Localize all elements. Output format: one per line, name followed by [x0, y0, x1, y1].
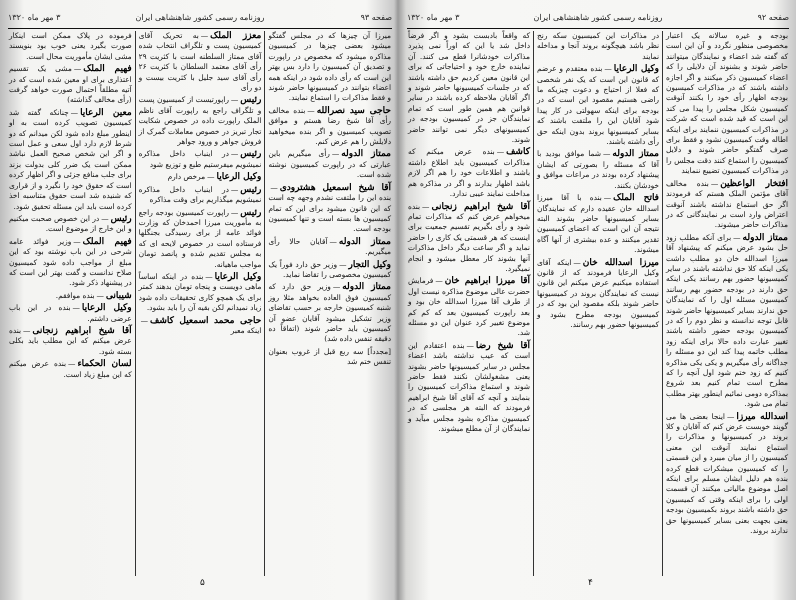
speaker-name: ممتاز الدوله: [342, 282, 391, 293]
speech-entry: [408, 341, 530, 435]
page-93: [4, 0, 396, 600]
dash-separator: —: [604, 64, 612, 74]
dash-separator: —: [331, 149, 340, 159]
speech-text: بنده موافقم.: [55, 290, 95, 300]
speech-text: در مذاکرات این کمیسیون سکه رنج نظر باشد هیچگونه بروند آنجا و مداخله نمایند: [537, 31, 659, 61]
speech-text: رأی میگیریم باین عبارتی که در راپورت کمیسیون نوشته شده است.: [268, 149, 391, 180]
speech-text: بنده با آقا میرزا اسدالله خان عقیده دارم که نمایندگان بسایر کمیسیونها حاضر بشوند البته نتیجه آن این است که اعضای کمیسیون تقدیر میکنند و عده بیشتری از آنها آگاه میشوند.: [537, 193, 659, 255]
speech-entry: [139, 316, 262, 337]
dash-separator: —: [72, 303, 80, 313]
speech-text: راپورت کمیسیون بودجه راجع به مأموریت میرزا احمدخان که وزارت فوائد عامه از برای رسیدگی بجنگلها فرستاده است در خصوص لایحه ای که به مجلس تقدیم شده و پانصد تومان مواجب ماهیانه.: [138, 207, 262, 269]
dash-separator: —: [101, 213, 109, 223]
dash-separator: —: [329, 236, 337, 246]
speech-entry: [268, 149, 391, 180]
dash-separator: —: [603, 149, 611, 159]
speech-text: به تحریک آقای کمیسیون پست و تلگراف انتخاب شده آقای ممتاز السلطنه است با کثریت ۲۹ رأی آقای معتمد السلطان با کثریت ۲۶ رأی آقای سید جلیل با کثریت بیست و دو رأی: [138, 31, 262, 93]
speaker-name: ممتاز الدوله: [612, 149, 659, 160]
dash-separator: —: [230, 207, 239, 217]
speech-entry: [9, 291, 132, 301]
dash-separator: —: [73, 236, 81, 246]
speech-entry: [139, 185, 262, 206]
speech-entry: [9, 237, 132, 289]
speaker-name: وکیل الرعایا: [216, 172, 262, 183]
dash-separator: —: [96, 290, 104, 300]
dash-separator: —: [422, 201, 430, 211]
speech-entry: [537, 31, 659, 62]
speech-text: بنده در اینکه اساساً ماهی دویست و پنجاه تومان بدهند کمتر برای یک همچو کاری تحقیقات داده شود زیاد نمیدانم لکن بقیه آن را باید بشود.: [138, 271, 262, 313]
text-column: [662, 31, 791, 576]
speaker-name: ممتاز الدوله: [338, 236, 392, 247]
dash-separator: —: [603, 193, 612, 203]
speech-entry: [537, 193, 659, 255]
page-92: [403, 0, 793, 600]
dash-separator: —: [230, 95, 239, 105]
speaker-name: شیبانی: [105, 290, 132, 301]
speech-text: بنده در این باب عرضی داشتم.: [8, 303, 132, 323]
speech-entry: [268, 31, 391, 104]
speaker-name: ممتاز الدوله: [341, 149, 392, 160]
speaker-name: حاجی محمد اسمعیل کاشف: [150, 315, 262, 326]
speech-text: اینجا بعضی ها می گویند خوبست عرض کنم که آقایان و کلا بروند در کمیسیونها و مذاکرات را استماع نمایند آنوقت این معنی کمیسیون را از میان میبرد و این قسمتی را که کمیسیون میشکرات قطع کرده بنده هم دلیل ایشان مسلم برای اینکه اصل موضوع مالیاتی میکنند آن قسمت اولی را برای اینکه وقتی که کمیسیون حق داشته باشند بروند بکمیسیون بودجه بعنی بجهت بعنی بسایر کمیسیونها حق ندارند بروند.: [666, 411, 788, 536]
dash-separator: —: [230, 184, 239, 194]
dash-separator: —: [466, 340, 474, 350]
speech-text: اینکه آقای وکیل الرعایا فرمودند که از قانون استفاده میکنیم عرض میکنم این قانون نیست که نمایندگان بروند در کمیسیونها حاضر شوند بلکه مقصود این بود که در کمیسیون بودجه مطرح بشود و کمیسیونها حضور بهم رسانند.: [537, 257, 659, 329]
header-rule: [407, 28, 789, 29]
speaker-name: آقا میرزا ابراهیم خان: [444, 276, 530, 287]
speaker-name: اسدالله میرزا: [736, 411, 788, 422]
speaker-name: آقا شیخ ابراهیم زنجانی: [32, 325, 132, 336]
speech-text: بنده میخواهم عرض کنم که مذاکرات تمام شود و رأی بگیریم تقسیم جمعیت برای اینست که هر قسمتی یک کاری را حاضر نماید و اگر ساعت دیگر داخل مذاکرات آنها بشوند کار معطل میشود و انجام نمیگیرد.: [408, 201, 530, 273]
speaker-name: آقا شیخ اسمعیل هشترودی: [279, 182, 391, 193]
text-column: [6, 31, 135, 576]
columns: [405, 31, 791, 576]
page-footer-mark: ۵: [200, 578, 205, 588]
header-rule: [8, 28, 392, 29]
speaker-name: کاشف: [506, 147, 530, 158]
speech-text: در اینباب داخل مذاکره نمیشویم میفرستیم طبع و توزیع شود: [138, 149, 262, 169]
speech-entry: [537, 64, 659, 147]
columns: [6, 31, 394, 576]
speech-text: بنده مخالف آقای مؤتمن الملک هستم که فرمودند اگر حق استماع نداشته باشند آنوقت اعتراض وارد است بر نمایندگانی که در مذاکرات حاضر میشوند.: [666, 178, 788, 230]
speech-entry: [268, 347, 391, 368]
speech-text: در اینباب داخل مذاکره نمیشویم میگذاریم برای وقت مذاکره: [138, 184, 262, 205]
dash-separator: —: [23, 325, 31, 335]
speech-entry: [9, 31, 132, 62]
speech-text: شما موافق بودید با آقا که مسئله را بصورتی که ایشان پیشنهاد کرده بودند در مراعات موافق و خودشان بکنند.: [537, 149, 659, 190]
dash-separator: —: [307, 105, 315, 115]
speech-entry: [139, 172, 262, 182]
speech-entry: [408, 276, 530, 338]
speech-text: برای آنکه مطلب زود حل بشود عرض میکنم که پیشنهاد آقا میرزا اسدالله خان دو مطلب داشت یکی اینکه کلا حق نداشته باشند در سایر کمیسیونها حضور بهم رسانند یکی اینکه حق دارند در بودجه حضور بهم رسانند کمیسیون مسئله اول را که نمایندگان حق ندارند بسایر کمیسیونها حاضر شوند قابل توجه ندانسته و نظر دوم را که در کمیسیون بودجه حضور داشته باشند تغییر عبارت داده حالا برای اینکه زود مطلب خاتمه پیدا کند این دو مسئله را جداگانه رأی میگیریم و یکی یکی مذاکره کنیم که زود ختم شود اول آنچه را که مطرح است تمام کنیم بعد شروع بمذاکره دومی نمائیم اینطور بهتر مطلب تمام می شود.: [666, 232, 788, 409]
speech-text: که واقعاً بادبست بشود و اگر فرضاً داخل شد یا این که اوراً نمی پذیرد مذاکرات خودشانرا قطع می کنند. آن نماینده خارج خود و احتیاجاتی که برای این قانون معین کردیم حق داشته باشند که در جلسات کمیسیونها حاضر شوند و اگر آقایان ملاحظه کرده باشند در سایر قوانین هم همین طور است که تمام نمایندگان جز در کمیسیون بودجه در کمیسیونهای دیگر نمی توانند حاضر شوند.: [408, 31, 530, 145]
dash-separator: —: [710, 178, 719, 188]
speech-text: وزیر حق دارد فوراً یک کمیسیون مخصوصی را تقاضا نماید.: [268, 259, 391, 279]
text-column: [405, 31, 533, 576]
speech-text: اینکه معبر: [230, 325, 262, 335]
speech-entry: [537, 149, 659, 191]
issue-date: ۳ مهر ماه ۱۳۲۰: [407, 13, 460, 22]
speech-entry: [666, 179, 788, 231]
speech-entry: [666, 233, 788, 410]
dash-separator: —: [496, 147, 505, 157]
speech-entry: [9, 214, 132, 235]
speech-entry: [666, 31, 788, 177]
speech-text: راپورتیست از کمیسیون پست و تلگراف راجع به راپورت آقای ناظم الملک راپورت داده در خصوص شکایت تجار تبریز در خصوص معاملات گمرک از فروش جواهر و ورود جواهر: [138, 95, 262, 147]
text-column: [264, 31, 394, 576]
speech-entry: [9, 359, 132, 380]
speech-text: بنده عرض میکنم که این مبلغ زیاد است.: [8, 359, 132, 379]
speaker-name: ممتاز الدوله: [742, 232, 788, 243]
speaker-name: آقا شیخ ابراهیم زنجانی: [431, 201, 530, 212]
speech-entry: [268, 237, 391, 258]
speaker-name: فهیم الملک: [83, 64, 132, 75]
speaker-name: رئیس: [240, 95, 262, 106]
speech-text: بنده عرض میکنم که مذاکرات کمیسیون باید اطلاع داشته باشند و اطلاعات خود را هم اگر لازم باشد اظهار بدارند و اگر در مذاکره هم مداخلت نمایند عیبی ندارد.: [408, 147, 530, 199]
speaker-name: لسان الحکماء: [77, 359, 132, 370]
dash-separator: —: [73, 64, 82, 74]
speech-entry: [268, 106, 391, 148]
speaker-name: وکیل الرعایا: [214, 271, 262, 282]
speech-text: در این خصوص صحبت میکنیم و این خارج از موضوع است.: [8, 213, 132, 234]
dash-separator: —: [726, 411, 735, 421]
dash-separator: —: [205, 271, 213, 281]
dash-separator: —: [68, 359, 76, 369]
speech-text: بنده مخالف رأی آقا شیخ رضا هستم و موافق تصویب کمیسیون و اگر بنده میخواهید دلایلش را هم عرض کنم.: [268, 105, 391, 147]
speech-text: فرمایش حضرت عالی موضوع مذاکره نیست اول از طرف آقا میرزا اسدالله خان بود و بعد راپورت کمیسیون بعد که کم کم موضوع تغییر کرد عنوان این دو مسئله شد.: [408, 276, 530, 338]
speech-entry: [268, 183, 391, 235]
dash-separator: —: [207, 172, 215, 182]
speaker-name: فهیم الملک: [82, 236, 132, 247]
speech-text: چنانکه گفته شد کمیسیون تصویب کرده است به او اینطور مبلغ داده شود لکن میدانم که دو شرط لازم دارد اول سعی و عمل است و اگر این شخص صحیح العمل نباشد ممکن است یک ضرر کلی بدولت بزند برای جلب منافع جزئی و اگر اظهار کرده است که حقوق خود را نگیرد و از قراری که شنیده شد است حقوق متناسبه اخذ کرده است باید این مسئله تحقیق شود.: [8, 107, 132, 211]
speaker-name: افتخار الواعظین: [720, 178, 788, 189]
speech-entry: [9, 64, 132, 106]
speech-entry: [268, 260, 391, 281]
dash-separator: —: [140, 315, 149, 325]
speech-entry: [9, 303, 132, 324]
speaker-name: وکیل الرعایا: [613, 64, 659, 75]
dash-separator: —: [200, 31, 209, 40]
speech-entry: [9, 108, 132, 212]
speech-entry: [408, 31, 530, 145]
speaker-name: فاتح الملک: [613, 193, 659, 204]
speech-text: بنده عرض میکنم که این مطلب باید بکلی بسته شود.: [8, 325, 132, 356]
speech-entry: [9, 326, 132, 357]
speaker-name: آقا شیخ رضا: [475, 340, 530, 351]
page-footer-mark: ۴: [588, 578, 593, 588]
speech-text: مشی یک تقسیم اعتذاری برای او معین شده است که در آتیه مطلقاً احتمال صورت خواهد گرفت (رأی مخالف گذاشته): [8, 64, 132, 105]
speech-entry: [268, 282, 391, 344]
dash-separator: —: [435, 276, 443, 286]
speaker-name: وکیل الرعایا: [81, 303, 132, 314]
speech-entry: [139, 31, 262, 93]
speech-text: بودجه و غیره سالانه یک اعتبار مخصوصی منظور نگردد و آن این است که گفته شد اعضاء و نمایندگان میتوانند حاضر شوند و بشنوند آن دلایلی را که اعضاء کمیسیون ذکر میکنند و اگر اجازه داشته باشند که در مذاکرات کمیسیون بودجه اظهار رأی خود را بکنند آنوقت کمیسیون شکل مجلس را پیدا می کند این است که قید شده است که شرکت در مذاکرات کمیسیون ننمایند برای اینکه اطاله وقت کمیسیون نشود و فقط برای صرف گفتگو حاضر شوند و دلایل کمیسیون را استماع کنند دقت مجلس را در مذاکرات کمیسیون تضییع ننمایند: [666, 31, 788, 176]
page-header: [407, 13, 789, 27]
speaker-name: حاجی سید نصرالله: [316, 105, 391, 116]
speech-text: بنده معتقدم و عرضم که قانون این است که یک نفر شخصی که فعلا از احتیاج و دعوت چیزیکه ما راضی هستیم مقصود این است که در بودجه برای اینکه سهولتی در کار پیدا شود آقایان این را ملتفت باشند که بسایر کمیسیونها بروند بدون اینکه حق رأی داشته باشند.: [537, 64, 659, 147]
speaker-name: رئیس: [240, 149, 262, 160]
speech-text: [مجدداً] سه ربع قبل از غروب بعنوان تنفس ختم شد: [268, 346, 391, 367]
dash-separator: —: [270, 182, 278, 192]
speech-entry: [537, 258, 659, 331]
speech-entry: [408, 147, 530, 199]
newspaper-title: روزنامه رسمی کشور شاهنشاهی ایران: [135, 13, 265, 22]
speaker-name: معزز الملک: [210, 31, 262, 41]
speech-entry: [139, 272, 262, 314]
page-number: صفحه ۹۲: [757, 13, 789, 22]
speech-entry: [408, 202, 530, 275]
issue-date: ۳ مهر ماه ۱۳۲۰: [8, 13, 61, 22]
speech-entry: [666, 412, 788, 537]
dash-separator: —: [332, 282, 341, 292]
text-column: [533, 31, 662, 576]
page-header: [8, 13, 392, 27]
text-column: [135, 31, 265, 576]
speech-text: بنده اعتقادم این است که عیب نداشته باشد اعضاء مجلس در سایر کمیسیونها حاضر بشوند یعنی مشغولشان نکنند فقط حاضر شوند و استماع مذاکرات کمیسیون را بنمایند و آنچه که آقای آقا شیخ ابراهیم فرمودند که البته هر مجلسی که در کمیسیون مذاکره بشود مجلس میآید و نمایندگان از آن مطلع میشوند.: [408, 340, 530, 434]
speech-text: بنده این را ملتفت نشدم وجهه چه است که این قانون میشود برای این که تمام کمیسیون ها بسته است و تنها کمیسیون بودجه است.: [268, 193, 391, 234]
speech-entry: [139, 95, 262, 147]
dash-separator: —: [230, 149, 239, 159]
dash-separator: —: [70, 107, 79, 117]
speech-entry: [139, 149, 262, 170]
speaker-name: رئیس: [110, 213, 132, 224]
speaker-name: رئیس: [240, 207, 262, 218]
speaker-name: معین الرعایا: [80, 107, 132, 118]
speech-entry: [139, 208, 262, 270]
speech-text: آقایان حالا رأی میگیریم.: [268, 236, 391, 257]
speaker-name: وکیل التجار: [348, 259, 391, 270]
dash-separator: —: [733, 232, 741, 242]
speaker-name: میرزا اسدالله خان: [582, 257, 659, 268]
speech-text: میرزا آن چیزها که در مجلس گفتگو میشود بعضی چیزها در کمیسیون مذاکره میشود که مخصوص در راپورت و تصدیق آن کمیسیون را دارد بس بهتر این است که رأی داده شود در اینکه همه اعضاء بتوانند در کمیسیونها حاضر شوند و فقط مذاکرات را استماع نمایند.: [268, 31, 391, 103]
speaker-name: رئیس: [240, 184, 262, 195]
page-number: صفحه ۹۳: [360, 13, 392, 22]
speech-text: مرخص دارم: [167, 172, 206, 182]
speech-text: وزیر فوائد عامه شرحی در این باب نوشته بود که این مبلغ از مواجب داده شود کمیسیون صلاح ندانست و گفت بهتر این است که در پیشنهاد ذکر شود.: [8, 236, 132, 288]
dash-separator: —: [573, 257, 581, 267]
newspaper-title: روزنامه رسمی کشور شاهنشاهی ایران: [533, 13, 663, 22]
speech-text: وزیر حق دارد که کمیسیون فوق العاده بخواهد مثلا روز شنبه کمیسیون خارجه بر حسب تقاضای وزیر تشکیل میشود آقایان عضو آن کمیسیون باید حاضر شوند (اتفاقاً ده دقیقه تنفس داده شد): [268, 282, 391, 344]
speech-text: فرموده در پلاک ممکن است اینکار صورت بگیرد یعنی خوب بود بنویسند مشی ایشان مأموریت محال است.: [8, 31, 132, 61]
dash-separator: —: [339, 259, 347, 269]
